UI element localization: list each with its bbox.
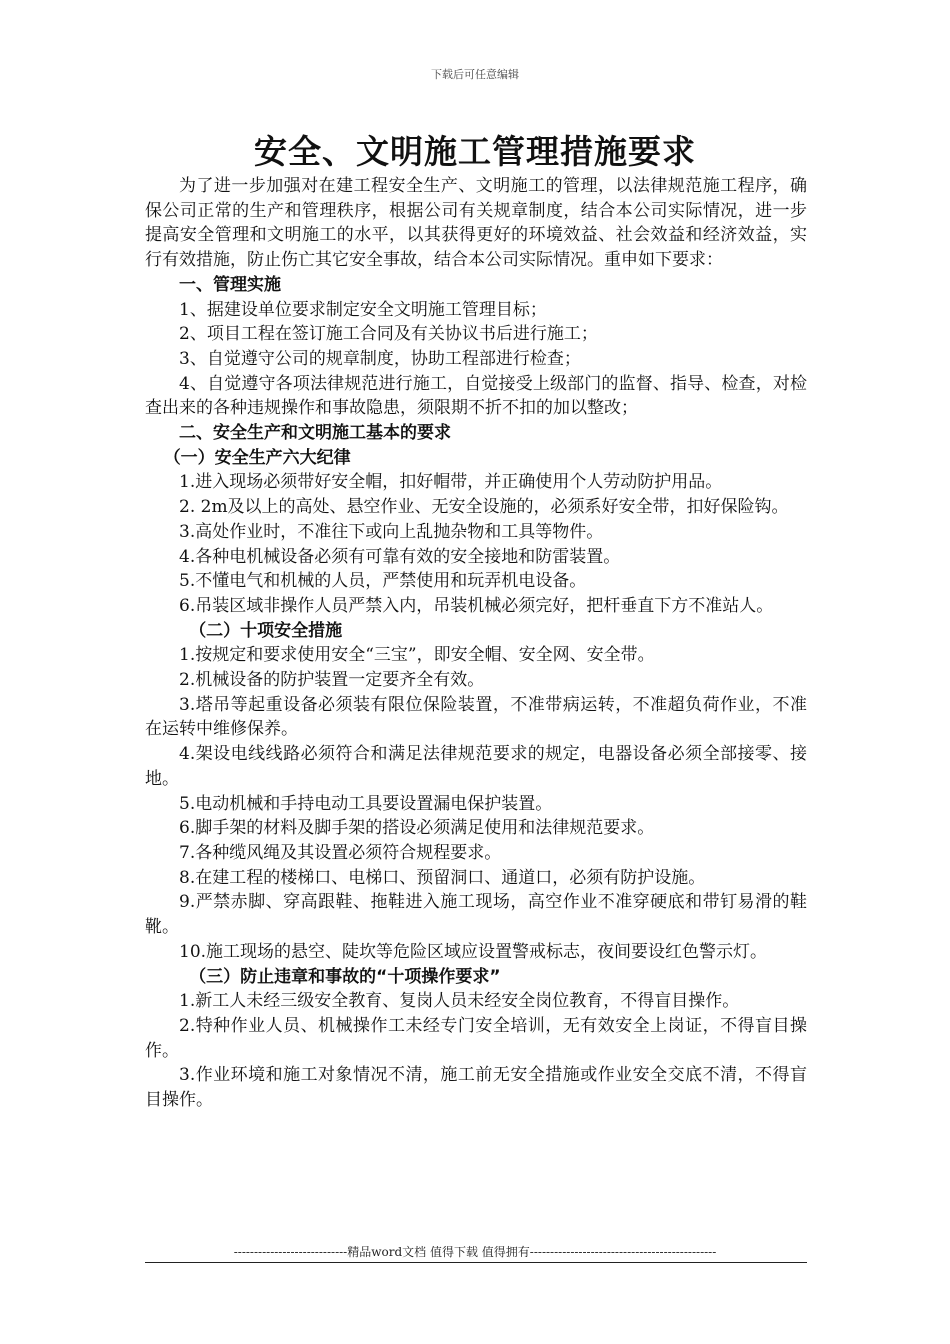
- section-heading-management: 一、管理实施: [179, 274, 281, 295]
- list-item: 10.施工现场的悬空、陡坎等危险区域应设置警戒标志，夜间要设红色警示灯。: [179, 941, 768, 962]
- list-item: 3.高处作业时，不准往下或向上乱抛杂物和工具等物件。: [179, 521, 604, 542]
- page-header-note: 下载后可任意编辑: [431, 68, 519, 81]
- list-item: 3、自觉遵守公司的规章制度，协助工程部进行检查；: [179, 348, 581, 369]
- list-item: 2. 2m及以上的高处、悬空作业、无安全设施的，必须系好安全带，扣好保险钩。: [179, 497, 789, 518]
- list-item: 4.各种电机械设备必须有可靠有效的安全接地和防雷装置。: [179, 546, 621, 567]
- document-title: 安全、文明施工管理措施要求: [254, 132, 696, 171]
- subsection-heading-ten-measures: （二）十项安全措施: [189, 620, 343, 641]
- list-item: 1.进入现场必须带好安全帽，扣好帽带，并正确使用个人劳动防护用品。: [179, 472, 723, 493]
- list-item: 4、自觉遵守各项法律规范进行施工，自觉接受上级部门的监督、指导、检查，对检查出来的各种违规操作和事故隐患，须限期不折不扣的加以整改；: [145, 373, 807, 419]
- intro-paragraph: 为了进一步加强对在建工程安全生产、文明施工的管理，以法律规范施工程序，确保公司正常的生产和管理秩序，根据公司有关规章制度，结合本公司实际情况，进一步提高安全管理和文明施工的水平，以其获得更好的环境效益、社会效益和经济效益，实行有效措施，防止伤亡其它安全事故，结合本公司实际情况。重申如下要求：: [145, 176, 807, 271]
- list-item: 7.各种缆风绳及其设置必须符合规程要求。: [179, 842, 502, 863]
- list-item: 1、据建设单位要求制定安全文明施工管理目标；: [179, 299, 547, 320]
- list-item: 3.塔吊等起重设备必须装有限位保险装置，不准带病运转，不准超负荷作业，不准在运转中维修保养。: [145, 694, 807, 740]
- list-item: 1.新工人未经三级安全教育、复岗人员未经安全岗位教育，不得盲目操作。: [179, 991, 740, 1012]
- list-item: 6.吊装区域非操作人员严禁入内，吊装机械必须完好，把杆垂直下方不准站人。: [179, 595, 774, 616]
- list-item: 5.电动机械和手持电动工具要设置漏电保护装置。: [179, 793, 553, 814]
- footer-divider: [145, 1262, 807, 1263]
- list-item: 1.按规定和要求使用安全“三宝”，即安全帽、安全网、安全带。: [179, 645, 655, 666]
- list-item: 2.特种作业人员、机械操作工未经专门安全培训，无有效安全上岗证，不得盲目操作。: [145, 1015, 807, 1061]
- list-item: 8.在建工程的楼梯口、电梯口、预留洞口、通道口，必须有防护设施。: [179, 867, 706, 888]
- subsection-heading-ten-operation-requirements: （三）防止违章和事故的“十项操作要求”: [189, 966, 501, 987]
- section-heading-basic-requirements: 二、安全生产和文明施工基本的要求: [179, 423, 451, 444]
- page-footer-text: ----------------------------精品word文档 值得下载 值得拥有----------------------------------------------: [233, 1245, 717, 1259]
- list-item: 2.机械设备的防护装置一定要齐全有效。: [179, 670, 485, 691]
- document-body: [145, 174, 807, 1113]
- list-item: 2、项目工程在签订施工合同及有关协议书后进行施工；: [179, 324, 598, 345]
- list-item: 9.严禁赤脚、穿高跟鞋、拖鞋进入施工现场，高空作业不准穿硬底和带钉易滑的鞋靴。: [145, 892, 807, 938]
- list-item: 6.脚手架的材料及脚手架的搭设必须满足使用和法律规范要求。: [179, 818, 655, 839]
- list-item: 4.架设电线线路必须符合和满足法律规范要求的规定，电器设备必须全部接零、接地。: [145, 744, 807, 789]
- list-item: 3.作业环境和施工对象情况不清，施工前无安全措施或作业安全交底不清，不得盲目操作。: [145, 1065, 807, 1111]
- subsection-heading-six-disciplines: （一）安全生产六大纪律: [163, 447, 351, 468]
- list-item: 5.不懂电气和机械的人员，严禁使用和玩弄机电设备。: [179, 571, 587, 592]
